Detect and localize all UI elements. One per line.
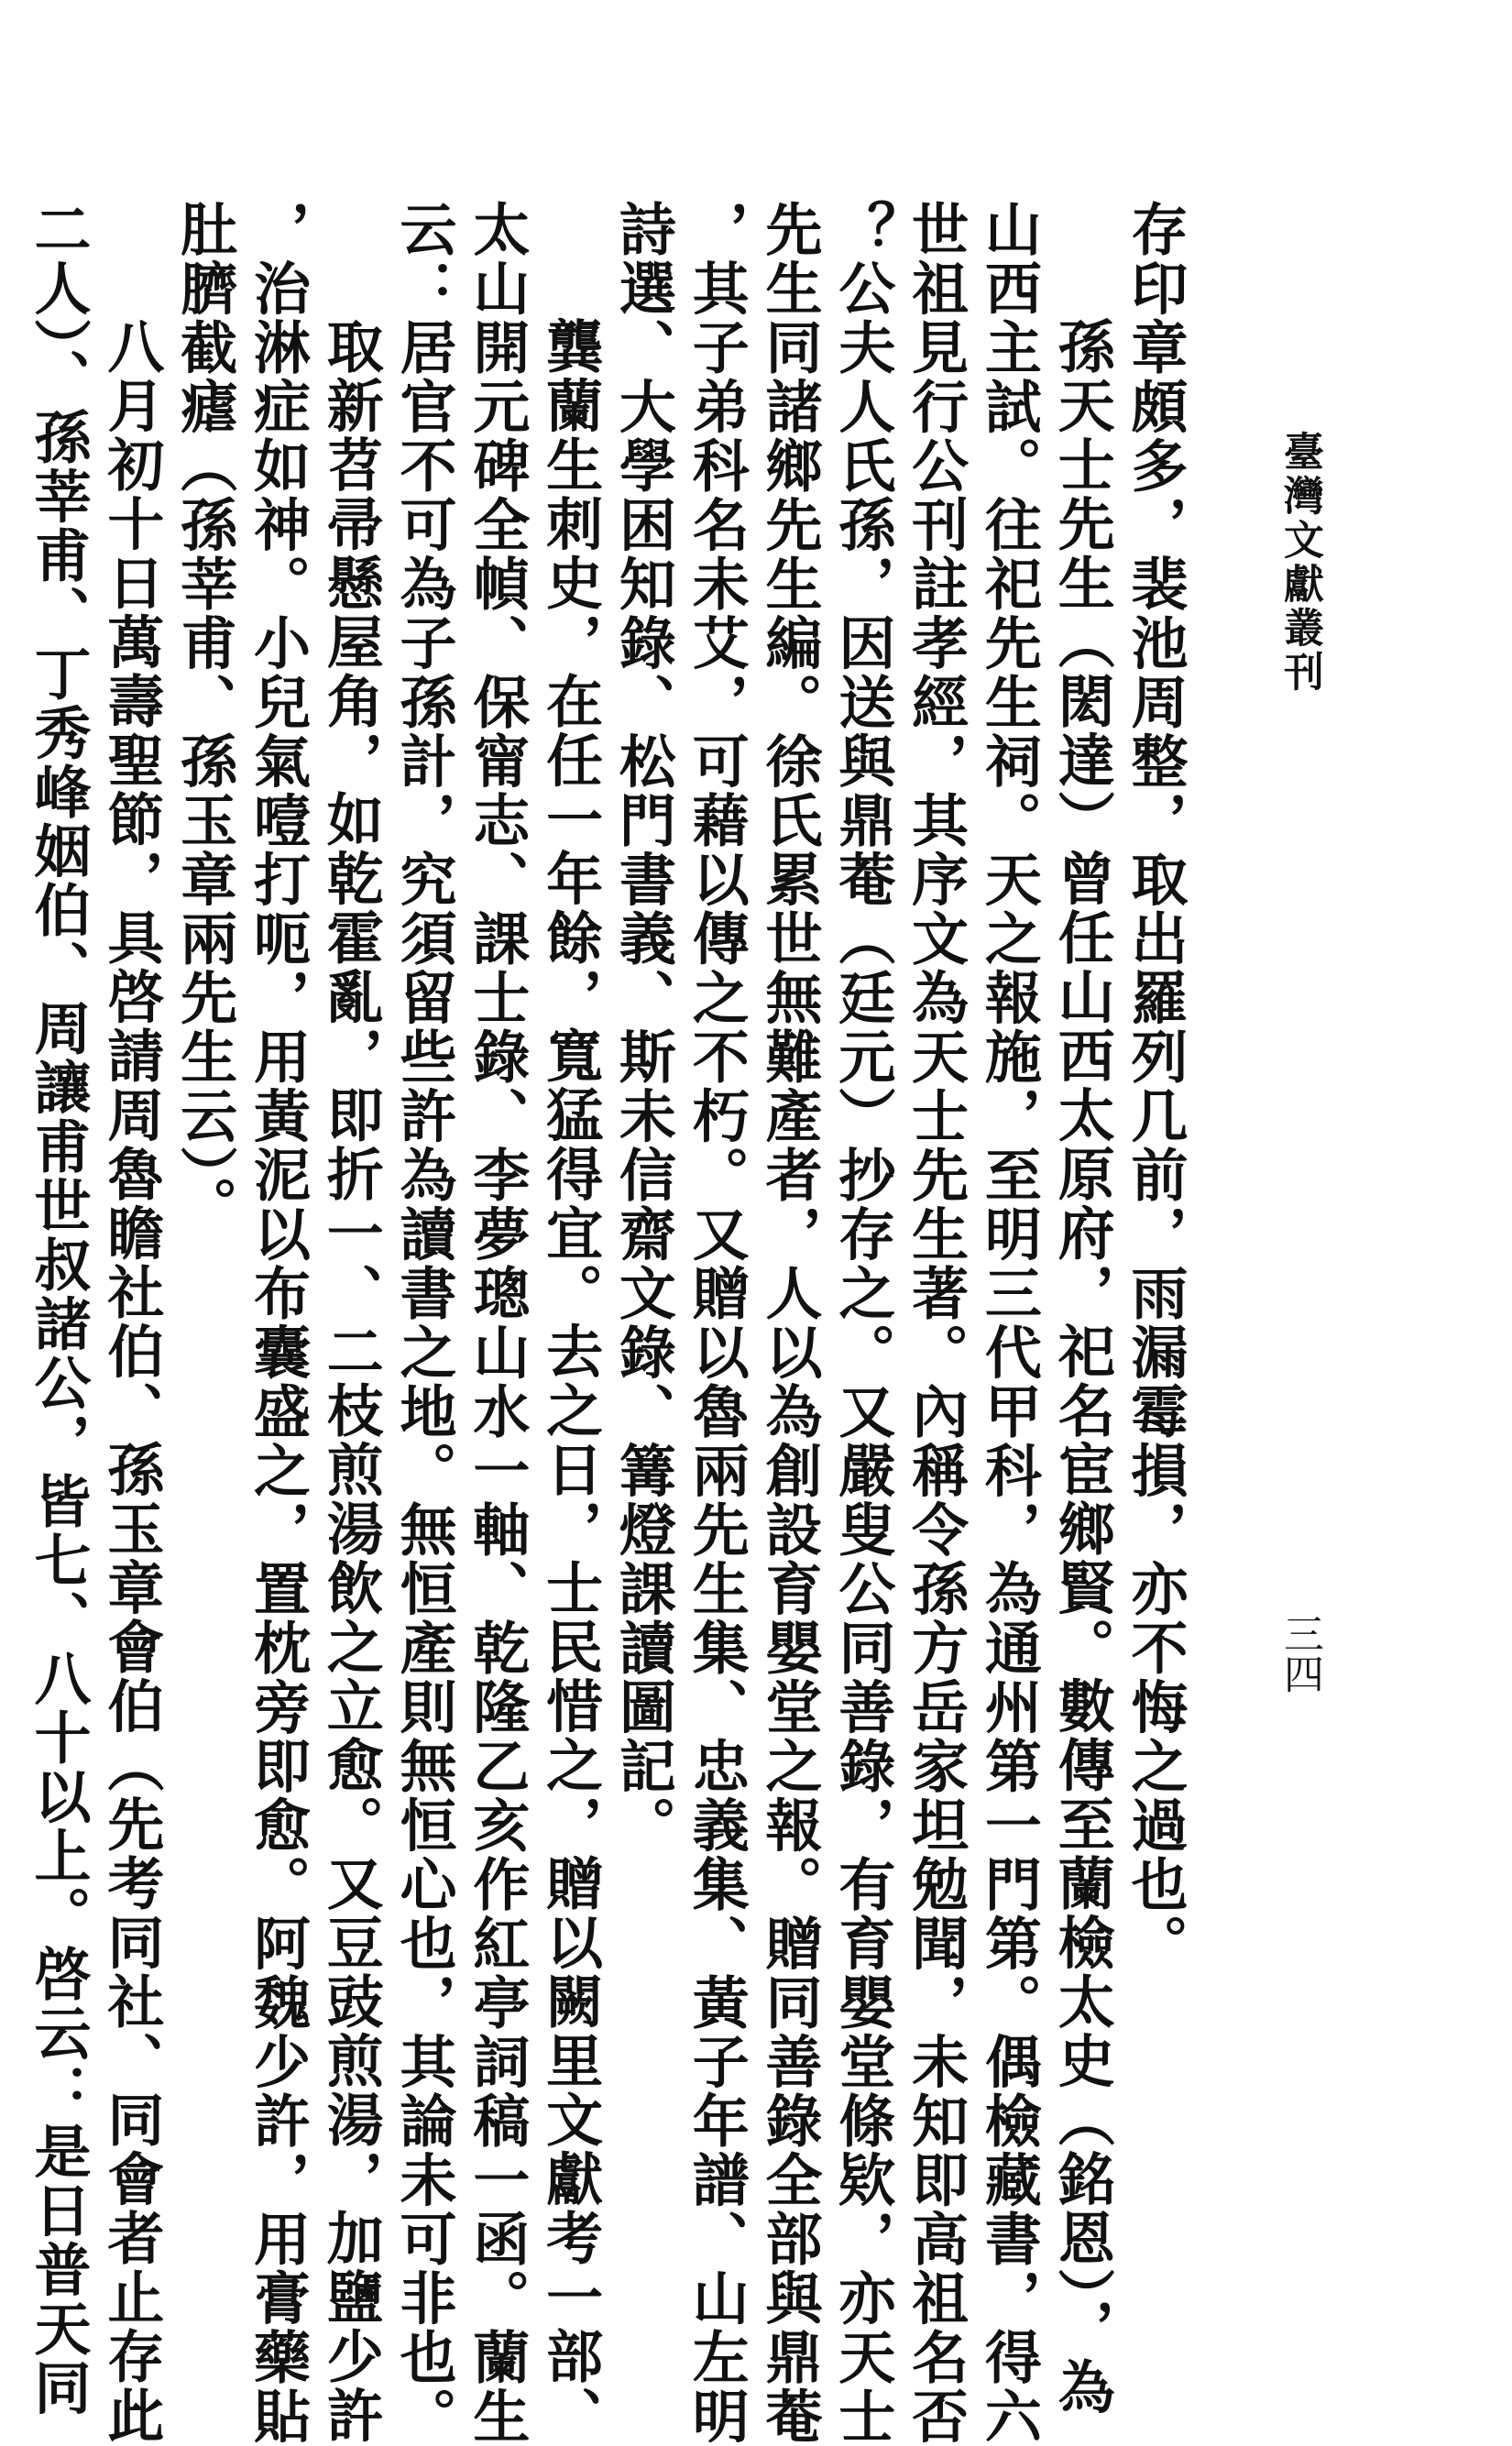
text-column: 龔蘭生刺史，在任一年餘，寬猛得宜。去之日，士民惜之，贈以闕里文獻考一部、 [536,317,604,2445]
text-column: 山西主試。往祀先生祠。天之報施，至明三代甲科，為通州第一門第。偶檢藏書，得六 [975,200,1043,2446]
text-column: ，其子弟科名未艾，可藉以傳之不朽。又贈以魯兩先生集、忠義集、黃子年譜、山左明 [683,200,751,2446]
running-header-title: 臺灣文獻叢刊 [1276,431,1323,695]
text-column: 取新苕帚懸屋角，如乾霍亂，即折一、二枝煎湯飲之立愈。又豆豉煎湯，加鹽少許 [317,317,385,2445]
text-column: 肚臍截瘧（孫莘甫、孫玉章兩先生云）。 [170,200,238,1235]
text-column: 太山開元碑全幀、保甯志、課士錄、李夢璁山水一軸、乾隆乙亥作紅亭詞稿一函。蘭生 [463,200,531,2446]
page-number: 三四 [1276,1613,1323,1694]
body-text [21,200,1191,2446]
text-column: ，治淋症如神。小兒氣噎打呃，用黃泥以布囊盛之，置枕旁即愈。阿魏少許，用膏藥貼 [244,200,312,2446]
text-column: 先生同諸鄉先生編。徐氏累世無難產者，人以為創設育嬰堂之報。贈同善錄全部與鼎菴 [756,200,824,2446]
text-column: ？公夫人氏孫，因送與鼎菴（廷元）抄存之。又嚴叟公同善錄，有育嬰堂條欵，亦天士 [828,200,896,2446]
text-column: 二人）、孫莘甫、丁秀峰姻伯、周讓甫世叔諸公，皆七、八十以上。啓云：是日普天同 [25,200,93,2418]
text-column: 孫天士先生（閎達）曾任山西太原府，祀名宦鄉賢。數傳至蘭檢太史（銘恩），為 [1048,317,1116,2417]
text-column: 世祖見行公刊註孝經，其序文為天士先生著。內稱令孫方岳家坦勉聞，未知即高祖名否 [902,200,970,2446]
text-column: 存印章頗多，裴池周整，取出羅列几前，雨漏霉損，亦不悔之過也。 [1122,200,1189,1973]
text-column: 詩選、大學困知錄、松門書義、斯未信齋文錄、篝燈課讀圖記。 [609,200,677,1855]
text-column: 八月初十日萬壽聖節，具啓請周魯瞻社伯、孫玉章會伯（先考同社、同會者止存此 [97,317,165,2445]
text-column: 云：居官不可為子孫計，究須留些許為讀書之地。無恒產則無恒心也，其論未可非也。 [390,200,458,2446]
